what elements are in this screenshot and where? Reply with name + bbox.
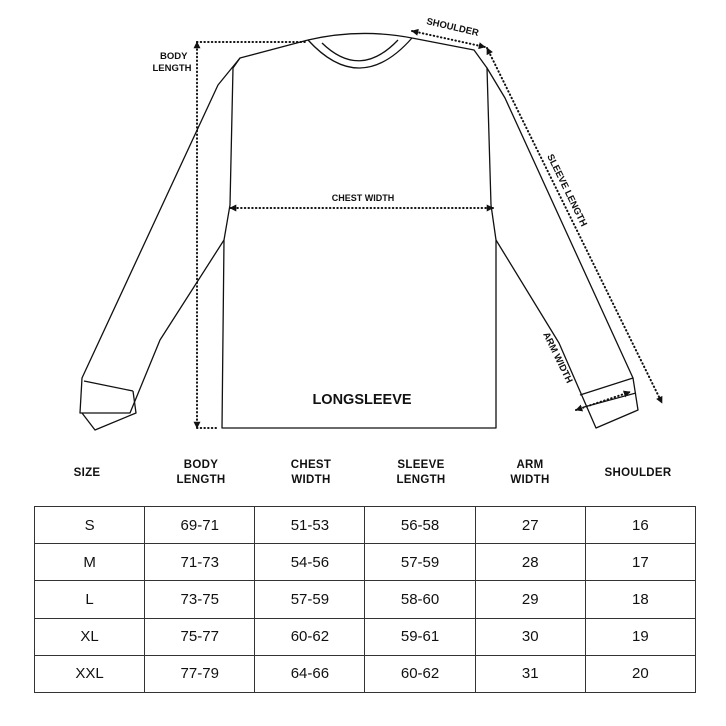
cell-size: S [35,507,145,544]
cell-arm-width: 27 [475,507,585,544]
cell-sleeve-length: 60-62 [365,655,475,692]
cell-size: XXL [35,655,145,692]
header-line: BODY [183,459,219,471]
diagram-title: LONGSLEEVE [312,392,412,408]
right-cuff [580,378,636,407]
cell-sleeve-length: 57-59 [365,544,475,581]
header-line: WIDTH [510,474,550,486]
body-length-label: BODY LENGTH [152,51,192,74]
header-line: WIDTH [291,474,331,486]
shirt-outline [80,33,638,430]
header-line: LENGTH [176,474,226,486]
table-row [35,618,696,655]
cell-chest-width: 60-62 [255,618,365,655]
cell-shoulder: 17 [585,544,695,581]
header-line: CHEST [290,459,332,471]
cell-arm-width: 30 [475,618,585,655]
header-chest-width [256,458,366,488]
cell-body-length: 71-73 [145,544,255,581]
cell-arm-width: 31 [475,655,585,692]
header-line: SHOULDER [604,467,672,479]
cell-shoulder: 18 [585,581,695,618]
cell-body-length: 75-77 [145,618,255,655]
header-line: SIZE [73,467,101,479]
table-row [35,655,696,692]
cell-body-length: 77-79 [145,655,255,692]
cell-chest-width: 54-56 [255,544,365,581]
cell-shoulder: 19 [585,618,695,655]
header-sleeve-length [366,458,476,488]
shirt-body [222,38,496,428]
cell-sleeve-length: 56-58 [365,507,475,544]
cell-arm-width: 29 [475,581,585,618]
cell-size: XL [35,618,145,655]
arm-width-label: ARM WIDTH [540,330,575,386]
cell-shoulder: 16 [585,507,695,544]
header-line: SLEEVE [397,459,445,471]
cell-chest-width: 51-53 [255,507,365,544]
cell-shoulder: 20 [585,655,695,692]
size-table [34,506,696,693]
cell-body-length: 69-71 [145,507,255,544]
header-line: ARM [516,459,544,471]
shoulder-label: SHOULDER [425,16,480,39]
cell-size: L [35,581,145,618]
header-shoulder [583,466,693,481]
header-size [32,466,142,481]
sleeve-length-label: SLEEVE LENGTH [544,152,589,229]
cell-sleeve-length: 59-61 [365,618,475,655]
header-body-length [146,458,256,488]
cell-arm-width: 28 [475,544,585,581]
measure-lines [197,31,662,428]
table-row [35,544,696,581]
sleeve-length-line [487,48,662,403]
cell-sleeve-length: 58-60 [365,581,475,618]
table-row [35,507,696,544]
left-cuff [82,381,136,430]
shirt-collar [308,33,412,68]
measure-labels [152,16,588,408]
header-line: LENGTH [396,474,446,486]
left-sleeve [80,58,240,413]
chest-width-label: CHEST WIDTH [331,193,395,203]
cell-chest-width: 57-59 [255,581,365,618]
cell-size: M [35,544,145,581]
header-arm-width [475,458,585,488]
cell-chest-width: 64-66 [255,655,365,692]
table-row [35,581,696,618]
cell-body-length: 73-75 [145,581,255,618]
